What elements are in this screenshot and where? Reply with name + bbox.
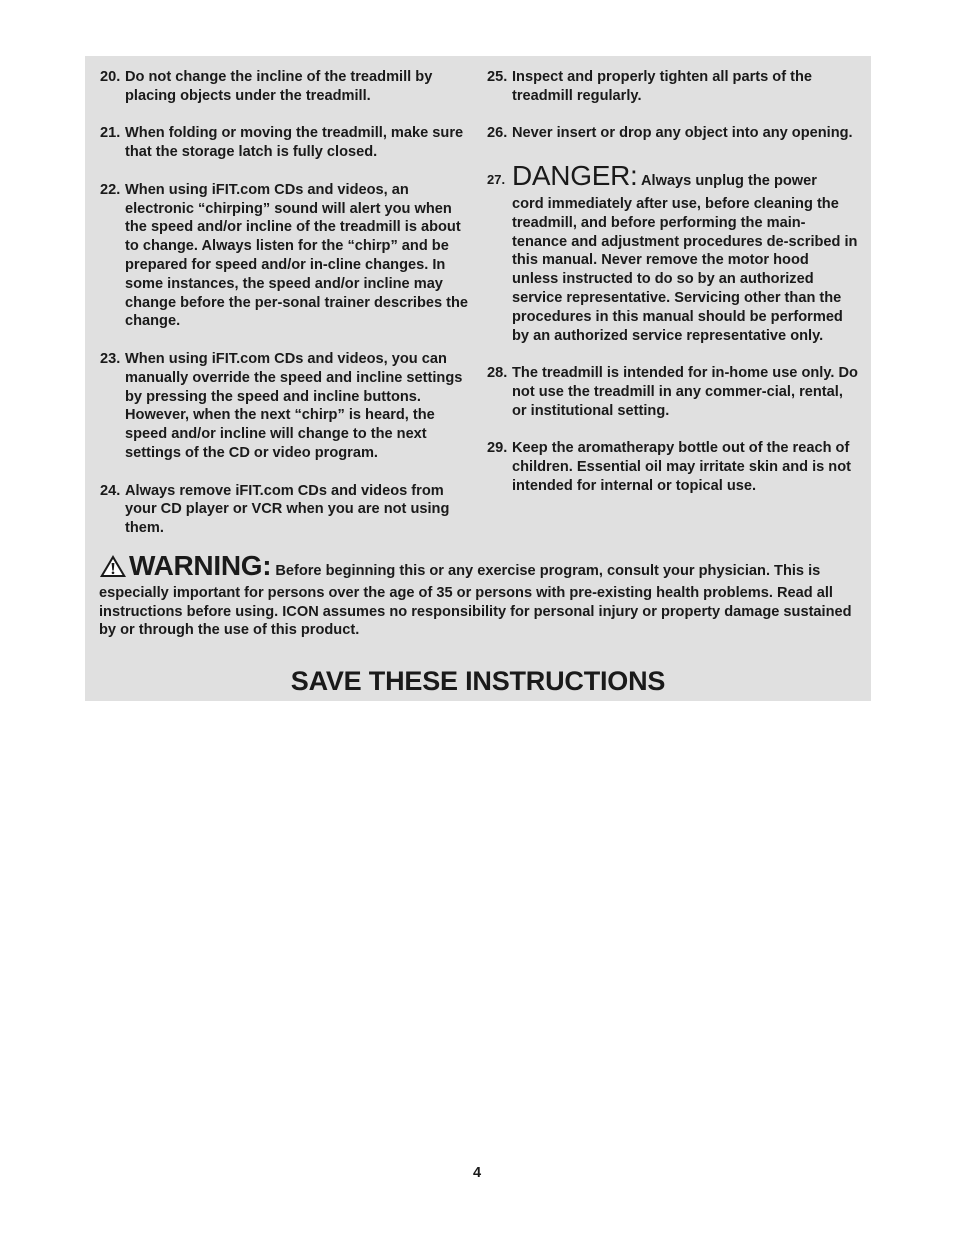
- item-text: Always remove iFIT.com CDs and videos from your CD player or VCR when you are not using them.: [125, 482, 450, 537]
- item-text: Do not change the incline of the treadmill by placing objects under the treadmill.: [125, 69, 433, 104]
- warning-triangle-icon: [99, 554, 127, 584]
- list-item: [487, 68, 859, 106]
- list-item: [487, 364, 859, 420]
- right-column: [487, 68, 859, 515]
- item-number: 22.: [100, 181, 121, 198]
- item-text: When folding or moving the treadmill, make sure that the storage latch is fully closed.: [125, 125, 464, 161]
- item-text: Never insert or drop any object into any opening.: [512, 125, 853, 142]
- list-item: [100, 482, 472, 538]
- danger-lead-text: Always unplug the power: [641, 172, 817, 189]
- item-number: 28.: [487, 365, 508, 382]
- warning-text: Before beginning this or any exercise program, consult your physician. This is especially important for persons over the age of 35 or persons with pre-existing health problems. Read all instructions before using. ICON assumes no responsibility for personal injury or property damage sustained by or through the use of this product.: [99, 563, 852, 639]
- item-number: 21.: [100, 125, 121, 142]
- item-number: 23.: [100, 350, 121, 367]
- page-number: 4: [472, 1165, 482, 1181]
- item-number: 25.: [487, 69, 508, 85]
- item-text: Keep the aromatherapy bottle out of the reach of children. Essential oil may irritate skin and is not intended for internal or topical use.: [512, 440, 851, 494]
- danger-item: [487, 159, 859, 345]
- item-number: 24.: [100, 482, 121, 499]
- save-instructions-heading: SAVE THESE INSTRUCTIONS: [290, 666, 666, 696]
- item-text: When using iFIT.com CDs and videos, you can manually override the speed and incline settings by pressing the speed and incline buttons. However, when the next “chirp” is heard, the speed and/or incline will change to the next settings of the CD or video program.: [125, 350, 463, 461]
- item-text: Inspect and properly tighten all parts of the treadmill regularly.: [512, 69, 813, 104]
- warning-heading: WARNING:: [129, 550, 272, 581]
- list-item: [487, 124, 859, 143]
- warning-block: [99, 552, 859, 640]
- item-number: 26.: [487, 125, 508, 142]
- item-number: 27.: [487, 171, 506, 187]
- item-text: When using iFIT.com CDs and videos, an electronic “chirping” sound will alert you when the speed and/or incline of the treadmill is about to change. Always listen for the “chirp” and be prepared for speed and/or in-cline changes. In some instances, the speed and/or incline may change before the per-sonal trainer describes the change.: [125, 181, 469, 330]
- danger-text: cord immediately after use, before cleaning the treadmill, and before performing the main-tenance and adjustment procedures de-scribed in this manual. Never remove the motor hood unless instructed to do so by an authorized service representative. Servicing other than the procedures in this manual should be performed by an authorized service representative only.: [512, 195, 858, 344]
- list-item: [487, 439, 859, 495]
- safety-panel: [85, 56, 871, 701]
- list-item: [100, 181, 472, 331]
- item-number: 29.: [487, 440, 508, 457]
- list-item: [100, 68, 472, 106]
- list-item: [100, 124, 472, 162]
- left-column: [100, 68, 472, 557]
- danger-first-line: [512, 159, 817, 195]
- danger-heading: DANGER:: [512, 159, 638, 191]
- list-item: [100, 350, 472, 463]
- item-text: The treadmill is intended for in-home use only. Do not use the treadmill in any commer-cial, rental, or institutional setting.: [512, 365, 858, 419]
- item-number: 20.: [100, 69, 121, 85]
